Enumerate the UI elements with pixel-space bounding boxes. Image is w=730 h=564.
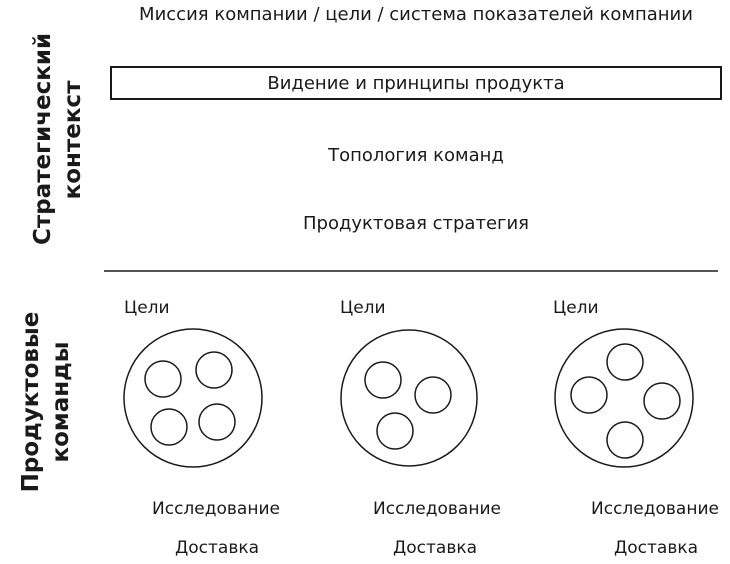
team-topology-text: Топология команд: [328, 145, 504, 166]
team-3-member: [607, 344, 643, 380]
team-3-member: [571, 377, 607, 413]
team-2-discovery-label: Исследование: [373, 499, 501, 519]
team-3: [555, 329, 693, 467]
team-2-circle: [341, 330, 477, 466]
team-1-goals-label: Цели: [124, 298, 170, 318]
product-teams-line-1: Продуктовые: [18, 311, 44, 493]
team-1-delivery-label: Доставка: [174, 538, 260, 558]
team-3-member: [607, 422, 643, 458]
strategic-context-line-1: Стратегический: [30, 32, 56, 245]
team-1-member: [145, 361, 181, 397]
team-1: [124, 329, 262, 467]
team-3-goals-label: Цели: [553, 298, 599, 318]
product-strategy-text: Продуктовая стратегия: [302, 213, 529, 234]
strategic-context-line-2: контекст: [60, 80, 86, 200]
team-3-delivery-label: Доставка: [613, 538, 699, 558]
team-3-circle: [555, 329, 693, 467]
team-2-member: [377, 413, 413, 449]
team-1-member: [199, 404, 235, 440]
team-3-member: [644, 383, 680, 419]
product-teams-line-2: команды: [48, 341, 74, 463]
team-3-discovery-label: Исследование: [591, 499, 719, 519]
team-2-member: [365, 362, 401, 398]
team-2-member: [415, 377, 451, 413]
team-1-circle: [124, 329, 262, 467]
team-2-goals-label: Цели: [340, 298, 386, 318]
team-1-member: [151, 409, 187, 445]
team-2-delivery-label: Доставка: [392, 538, 478, 558]
team-2: [341, 330, 477, 466]
product-vision-text: Видение и принципы продукта: [267, 72, 565, 94]
company-mission-text: Миссия компании / цели / система показателей компании: [139, 4, 693, 25]
team-1-member: [196, 352, 232, 388]
team-1-discovery-label: Исследование: [152, 499, 280, 519]
